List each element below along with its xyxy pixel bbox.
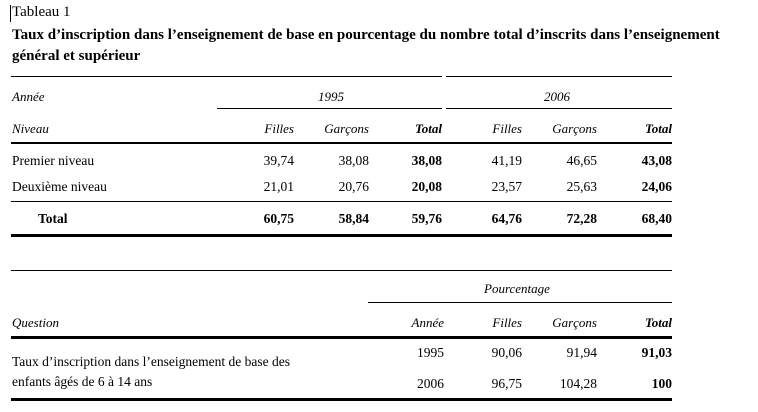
table1-header-boys-2006: Garçons: [552, 121, 597, 136]
table2-cell: 100: [651, 376, 672, 391]
table1-total-cell: 58,84: [338, 211, 369, 226]
table-label: Tableau 1: [12, 4, 71, 20]
table1-year-label: Année: [12, 89, 45, 104]
table2-cell: 91,94: [566, 345, 597, 360]
table1-row-label: Deuxième niveau: [12, 179, 107, 194]
table1-cell: 21,01: [263, 179, 294, 194]
table2-cell: 90,06: [491, 345, 522, 360]
table1-bottom-rule: [11, 234, 672, 237]
table1-header-total-2006: Total: [645, 121, 672, 136]
table1-top-rule-right: [446, 76, 672, 77]
table1-cell: 20,08: [411, 179, 442, 194]
table2-year-cell: 1995: [417, 345, 444, 360]
table2-cell: 91,03: [641, 345, 672, 360]
table1-header-rule: [11, 142, 672, 144]
table1-level-label: Niveau: [12, 121, 49, 136]
table2-top-rule: [11, 270, 672, 271]
table2-header-total: Total: [645, 315, 672, 330]
table1-total-cell: 64,76: [491, 211, 522, 226]
table1-cell: 46,65: [566, 153, 597, 168]
table2-header-rule: [11, 336, 672, 339]
table2-group-rule: [368, 302, 672, 303]
table1-cell: 43,08: [641, 153, 672, 168]
table1-header-girls-2006: Filles: [492, 121, 522, 136]
table1-cell: 24,06: [641, 179, 672, 194]
table1-cell: 25,63: [566, 179, 597, 194]
text-cursor: [10, 5, 11, 22]
table1-cell: 20,76: [338, 179, 369, 194]
table1-year-1995: 1995: [318, 89, 344, 104]
table1-total-cell: 60,75: [263, 211, 294, 226]
table1-total-label: Total: [38, 211, 68, 226]
table1-cell: 39,74: [263, 153, 294, 168]
table1-header-boys-1995: Garçons: [324, 121, 369, 136]
table1-year-2006: 2006: [544, 89, 570, 104]
table1-year1995-rule: [217, 108, 442, 109]
table-title: Taux d’inscription dans l’enseignement de base en pourcentage du nombre total d’inscrits dans l’enseignement général et supérieur: [12, 27, 720, 64]
table2-header-question: Question: [12, 315, 59, 330]
table2-year-cell: 2006: [417, 376, 444, 391]
table2-group-label: Pourcentage: [484, 281, 550, 296]
table2-question-line1: Taux d’inscription dans l’enseignement de base des: [12, 354, 290, 369]
table2-header-girls: Filles: [492, 315, 522, 330]
table2-header-boys: Garçons: [552, 315, 597, 330]
table1-cell: 38,08: [338, 153, 369, 168]
table2-cell: 104,28: [559, 376, 597, 391]
table2-question-line2: enfants âgés de 6 à 14 ans: [12, 374, 153, 389]
table1-header-total-1995: Total: [415, 121, 442, 136]
table1-top-rule: [11, 76, 442, 77]
table1-total-cell: 59,76: [411, 211, 442, 226]
table1-total-rule: [11, 201, 672, 202]
table1-total-cell: 72,28: [566, 211, 597, 226]
table2-header-year: Année: [411, 315, 444, 330]
table1-cell: 38,08: [411, 153, 442, 168]
table2-cell: 96,75: [491, 376, 522, 391]
table1-row-label: Premier niveau: [12, 153, 95, 168]
table1-header-girls-1995: Filles: [264, 121, 294, 136]
table1-total-cell: 68,40: [641, 211, 672, 226]
table1-cell: 23,57: [491, 179, 522, 194]
table1-year2006-rule: [446, 108, 672, 109]
table1-cell: 41,19: [491, 153, 522, 168]
table2-bottom-rule: [11, 398, 672, 401]
